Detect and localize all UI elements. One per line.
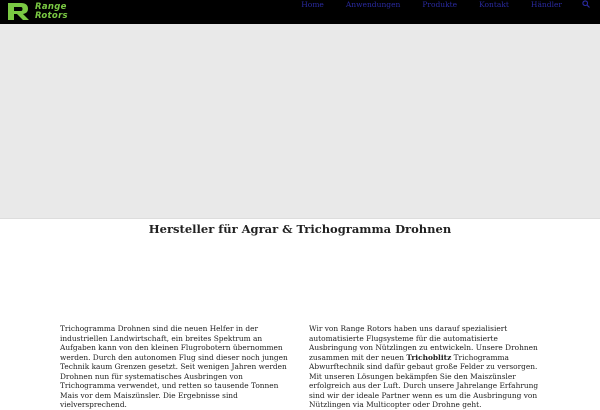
page-heading: Hersteller für Agrar & Trichogramma Drohnen	[148, 222, 452, 236]
search-icon[interactable]	[582, 0, 590, 8]
trichoblitz-highlight: Trichoblitz	[406, 352, 452, 362]
logo-wordmark	[35, 3, 68, 21]
logo-mark-icon	[6, 1, 32, 22]
nav-item-haendler[interactable]: Händler	[530, 0, 562, 9]
range-rotors-logo[interactable]	[6, 1, 68, 22]
logo-line-1: Range	[35, 1, 67, 12]
intro-text-right-part-2: Trichogramma Abwurftechnik sind dafür gebaut große Felder zu versorgen. Mit unseren Lösungen bekämpfen Sie den Maiszünsler erfolgreich aus der Luft. Durch unsere Jahrelange Erfahrung sind wir der ideale Partner wenn es um die Ausbringung von Nützlingen via Multicopter oder Drohne geht.	[309, 352, 539, 409]
main-menu	[279, 0, 590, 10]
logo-line-2: Rotors	[35, 10, 68, 21]
nav-item-kontakt[interactable]: Kontakt	[479, 0, 509, 9]
intro-text-right	[309, 324, 541, 410]
top-navigation-bar	[0, 0, 600, 24]
intro-text-left: Trichogramma Drohnen sind die neuen Helfer in der industriellen Landwirtschaft, ein breites Spektrum an Aufgaben kann von den kleinen Flugrobotern übernommen werden. Durch den autonomen Flug sind dieser noch jungen Technik kaum Grenzen gesetzt. Seit wenigen Jahren werden Drohnen nun für systematisches Ausbringen von Trichogramma verwendet, und retten so tausende Tonnen Mais vor dem Maiszünsler. Die Ergebnisse sind vielversprechend.	[60, 324, 288, 409]
hero-image-placeholder	[0, 24, 600, 218]
nav-item-produkte[interactable]: Produkte	[422, 0, 458, 9]
section-divider	[0, 218, 600, 219]
nav-item-home[interactable]: Home	[301, 0, 324, 9]
intro-text-right-part-1: Wir von Range Rotors haben uns darauf spezialisiert automatisierte Flugsysteme für die automatisierte Ausbringung von Nützlingen zu entwickeln. Unsere Drohnen zusammen mit der neuen	[309, 324, 538, 362]
nav-item-anwendungen[interactable]: Anwendungen	[345, 0, 401, 9]
